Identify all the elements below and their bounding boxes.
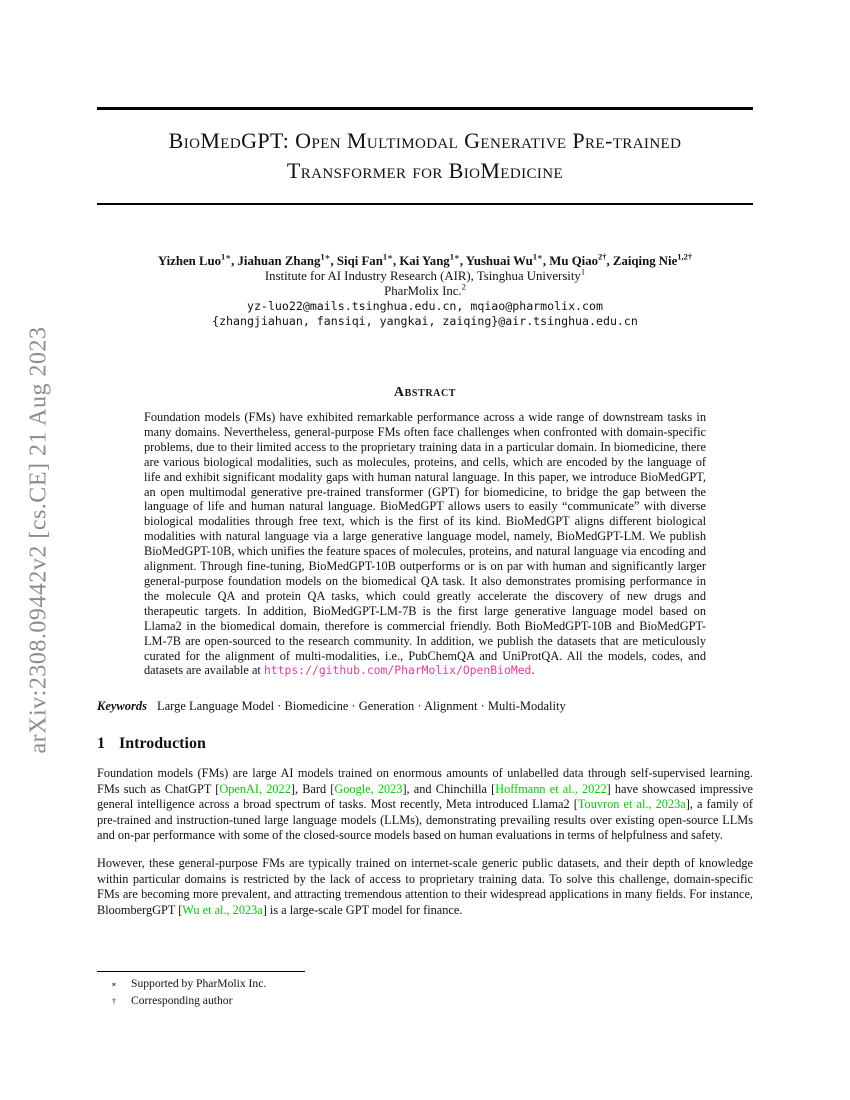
github-url-link[interactable]: https://github.com/PharMolix/OpenBioMed: [263, 663, 532, 678]
text-run: ] is a large-scale GPT model for finance.: [262, 902, 463, 917]
superscript-marker: 1∗: [532, 251, 543, 262]
footnotes-block: [97, 971, 753, 1009]
paper-content: [97, 0, 753, 918]
text-run: ] have showcased impressive general intelligence across a broad spectrum of tasks. Most recently, Meta introduced Llama2 [: [97, 781, 754, 812]
superscript-marker: 1∗: [449, 251, 460, 262]
text-run: , Kai Yang: [392, 254, 450, 268]
footnote-row: [97, 976, 753, 993]
intro-paragraph-1: [97, 766, 753, 843]
paper-title-line1: BioMedGPT: Open Multimodal Generative Pre-trained: [168, 127, 682, 153]
text-run: Foundation models (FMs) are large AI models trained on enormous amounts of unlabelled data through self-supervised learning. FMs such as ChatGPT [: [97, 766, 753, 796]
abstract-heading: Abstract: [393, 385, 457, 400]
authors-block: [97, 253, 753, 329]
text-run: Institute for AI Industry Research (AIR), Tsinghua University: [264, 269, 581, 283]
text-run: , Jiahuan Zhang: [231, 254, 321, 268]
paper-title: [97, 126, 753, 186]
superscript-marker: 1,2†: [677, 251, 693, 262]
text-run: ], Bard [: [290, 781, 335, 796]
text-run: PharMolix Inc.: [384, 284, 462, 298]
citation-link[interactable]: OpenAI, 2022: [219, 781, 291, 796]
intro-paragraph-2: [97, 856, 753, 918]
title-rule-top: [97, 107, 753, 110]
section-title: Introduction: [119, 735, 206, 753]
text-run: Yizhen Luo: [157, 254, 221, 268]
superscript-marker: 2: [461, 281, 466, 292]
keywords-label: Keywords: [97, 699, 147, 714]
keywords-line: [97, 699, 753, 714]
superscript-marker: 2†: [598, 251, 607, 262]
superscript-marker: 1: [580, 266, 586, 277]
affiliation-university: [97, 266, 753, 284]
keywords-list: Large Language Model · Biomedicine · Generation · Alignment · Multi-Modality: [157, 699, 566, 714]
superscript-marker: 1∗: [320, 251, 331, 262]
paper-title-line2: Transformer for BioMedicine: [286, 157, 564, 183]
superscript-marker: 1∗: [221, 251, 232, 262]
section-heading-introduction: [97, 734, 753, 753]
text-run: ], a family of pre-trained and instruction-tuned large language models (LLMs), demonstrating prevailing results over existing open-source LLMs and on-par performance with some of the closed-source models based on human evaluations in terms of helpfulness and safety.: [97, 797, 754, 842]
text-run: , Yushuai Wu: [459, 254, 533, 268]
arxiv-watermark: arXiv:2308.09442v2 [cs.CE] 21 Aug 2023: [25, 326, 52, 754]
footnote-marker: †: [111, 995, 117, 1006]
citation-link[interactable]: Hoffmann et al., 2022: [495, 781, 607, 796]
affiliation-company: [97, 281, 753, 299]
title-rule-bottom: [97, 203, 753, 206]
text-run: Foundation models (FMs) have exhibited remarkable performance across a wide range of downstream tasks in many domains. Nevertheless, general-purpose FMs often face challenges when confronted with domain-specific problems, due to their limited access to the proprietary training data in a particular domain. In biomedicine, there are various biological modalities, such as molecules, proteins, and cells, which are encoded by the language of life and exhibit significant modality gaps with human natural language. In this paper, we introduce BioMedGPT, an open multimodal generative pre-trained transformer (GPT) for biomedicine, to bridge the gap between the language of life and human natural language. BioMedGPT allows users to easily “communicate” with diverse biological modalities through free text, which is the first of its kind. BioMedGPT aligns different biological modalities with natural language via a large generative language model, namely, BioMedGPT-LM. We publish BioMedGPT-10B, which unifies the feature spaces of molecules, proteins, and natural language via encoding and alignment. Through fine-tuning, BioMedGPT-10B outperforms or is on par with human and significantly larger general-purpose foundation models on the biomedical QA task. It also demonstrates promising performance in the molecule QA and protein QA tasks, which could greatly accelerate the discovery of new drugs and therapeutic targets. In addition, BioMedGPT-LM-7B is the first large generative language model based on Llama2 in the biomedical domain, therefore is commercial friendly. Both BioMedGPT-10B and BioMedGPT-LM-7B are open-sourced to the research community. In addition, we publish the datasets that are meticulously curated for the alignment of multi-modalities, i.e., PubChemQA and UniProtQA. All the models, codes, and datasets are available at: [144, 410, 706, 678]
email-line-2: {zhangjiahuan, fansiqi, yangkai, zaiqing}@air.tsinghua.edu.cn: [212, 314, 638, 328]
text-run: .: [531, 663, 535, 678]
footnote-rows: [97, 976, 753, 1009]
text-run: ], and Chinchilla [: [402, 781, 496, 796]
text-run: However, these general-purpose FMs are typically trained on internet-scale generic public datasets, and their depth of knowledge within particular domains is restricted by the lack of access to proprietary training data. To solve this challenge, domain-specific FMs are becoming more prevalent, and attracting tremendous attention to their widespread applications in many fields. For instance, BloombergGPT [: [97, 856, 753, 917]
footnote-row: [97, 993, 753, 1010]
text-run: , Mu Qiao: [542, 254, 599, 268]
footnote-marker: ∗: [111, 979, 117, 989]
section-number: 1: [97, 735, 105, 753]
email-line-1: yz-luo22@mails.tsinghua.edu.cn, mqiao@pharmolix.com: [247, 299, 603, 313]
citation-link[interactable]: Google, 2023: [334, 781, 403, 796]
citation-link[interactable]: Wu et al., 2023a: [182, 902, 263, 917]
citation-link[interactable]: Touvron et al., 2023a: [577, 797, 686, 812]
abstract-text: [144, 410, 706, 678]
footnote-text: Supported by PharMolix Inc.: [131, 977, 267, 990]
footnote-rule: [97, 971, 305, 972]
text-run: , Siqi Fan: [330, 254, 383, 268]
author-names: [97, 253, 753, 269]
superscript-marker: 1∗: [382, 251, 393, 262]
footnote-text: Corresponding author: [131, 993, 233, 1007]
text-run: , Zaiqing Nie: [606, 254, 678, 268]
